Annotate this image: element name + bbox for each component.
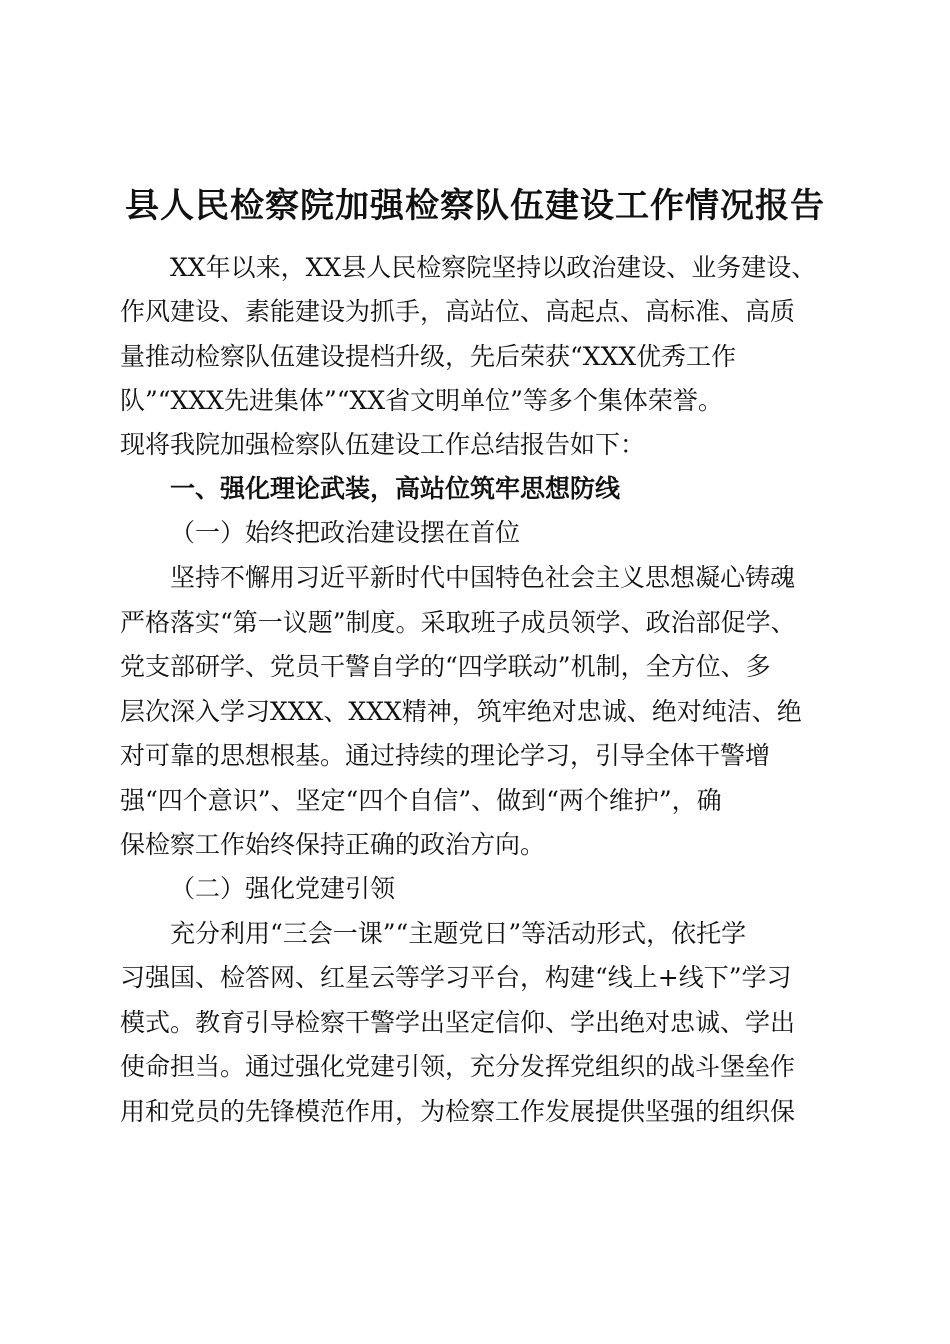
document-title: 县人民检察院加强检察队伍建设工作情况报告 [125, 186, 825, 226]
paragraph-line: 充分利用“三会一课”“主题党日”等活动形式，依托学 [170, 919, 747, 948]
paragraph-line: 习强国、检答网、红星云等学习平台，构建“线上+线下”学习 [120, 963, 792, 992]
paragraph-line: 党支部研学、党员干警自学的“四学联动”机制，全方位、多 [120, 652, 771, 681]
paragraph-line: 强“四个意识”、坚定“四个自信”、做到“两个维护”，确 [120, 786, 722, 815]
paragraph-line: 对可靠的思想根基。通过持续的理论学习，引导全体干警增 [120, 741, 771, 770]
subsection-heading: （一）始终把政治建设摆在首位 [170, 518, 521, 547]
paragraph-line: 保检察工作始终保持正确的政治方向。 [120, 830, 546, 859]
paragraph-line: 层次深入学习XXX、XXX精神，筑牢绝对忠诚、绝对纯洁、绝 [120, 697, 802, 726]
paragraph-line: 作风建设、素能建设为抓手，高站位、高起点、高标准、高质 [120, 297, 796, 326]
paragraph-line: 坚持不懈用习近平新时代中国特色社会主义思想凝心铸魂 [170, 563, 796, 592]
paragraph-line: XX年以来，XX县人民检察院坚持以政治建设、业务建设、 [170, 253, 817, 282]
paragraph-line: 队”“XXX先进集体”“XX省文明单位”等多个集体荣誉。 [120, 386, 723, 415]
section-heading: 一、强化理论武装，高站位筑牢思想防线 [170, 474, 621, 503]
paragraph-line: 严格落实“第一议题”制度。采取班子成员领学、政治部促学、 [120, 608, 796, 637]
paragraph-line: 量推动检察队伍建设提档升级，先后荣获“XXX优秀工作 [120, 342, 737, 371]
paragraph-line: 模式。教育引导检察干警学出坚定信仰、学出绝对忠诚、学出 [120, 1008, 796, 1037]
paragraph-line: 使命担当。通过强化党建引领，充分发挥党组织的战斗堡垒作 [120, 1052, 796, 1081]
paragraph-line: 现将我院加强检察队伍建设工作总结报告如下： [120, 430, 646, 459]
subsection-heading: （二）强化党建引领 [170, 874, 396, 903]
paragraph-line: 用和党员的先锋模范作用，为检察工作发展提供坚强的组织保 [120, 1097, 796, 1126]
